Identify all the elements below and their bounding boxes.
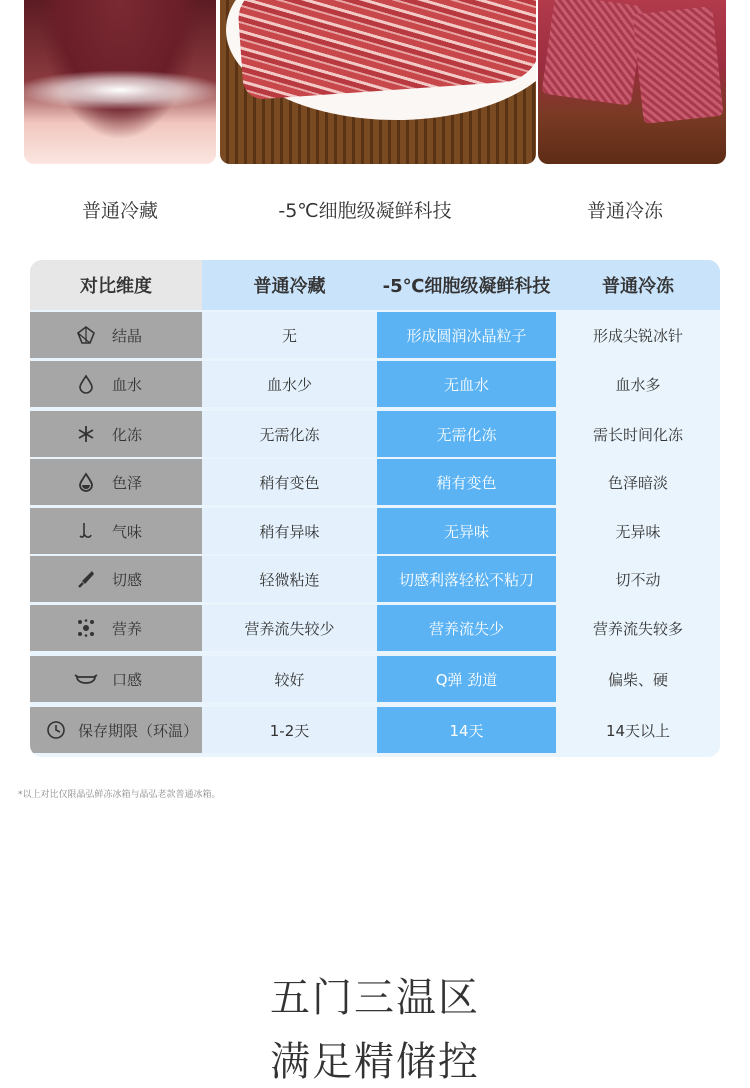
snowflake-icon — [74, 422, 98, 446]
photo-chilled-meat — [24, 0, 216, 164]
row-key — [30, 707, 202, 753]
cell-tech: 无血水 — [377, 361, 556, 407]
cell-frozen: 切不动 — [556, 556, 720, 602]
row-label: 切感 — [112, 570, 143, 589]
row-key — [30, 361, 202, 407]
mouth-icon — [74, 667, 98, 691]
knife-icon — [74, 567, 98, 591]
row-label: 营养 — [112, 619, 143, 638]
comparison-table — [30, 260, 720, 757]
cell-chilled: 较好 — [202, 656, 377, 702]
table-row — [30, 361, 720, 409]
cell-frozen: 形成尖锐冰针 — [556, 312, 720, 358]
row-label: 血水 — [112, 375, 143, 394]
nutrition-icon — [74, 616, 98, 640]
table-row — [30, 312, 720, 360]
nose-icon — [74, 519, 98, 543]
cell-tech: Q弹 劲道 — [377, 656, 556, 702]
row-label: 气味 — [112, 522, 143, 541]
cell-tech: 无需化冻 — [377, 411, 556, 457]
cell-tech: 稍有变色 — [377, 459, 556, 505]
row-key — [30, 656, 202, 702]
cell-chilled: 稍有异味 — [202, 508, 377, 554]
row-key — [30, 508, 202, 554]
header-chilled: 普通冷藏 — [202, 260, 377, 310]
clock-icon — [44, 718, 68, 742]
cell-frozen: 14天以上 — [556, 707, 720, 753]
row-key — [30, 605, 202, 651]
table-row — [30, 556, 720, 604]
header-dimension: 对比维度 — [30, 260, 202, 310]
cell-chilled: 无 — [202, 312, 377, 358]
cell-frozen: 需长时间化冻 — [556, 411, 720, 457]
cell-frozen: 偏柴、硬 — [556, 656, 720, 702]
cell-chilled: 1-2天 — [202, 707, 377, 753]
cell-chilled: 轻微粘连 — [202, 556, 377, 602]
header-tech: -5℃细胞级凝鲜科技 — [377, 260, 556, 310]
cell-frozen: 血水多 — [556, 361, 720, 407]
crystal-icon — [74, 323, 98, 347]
row-label: 保存期限（环温） — [78, 721, 199, 740]
table-row — [30, 605, 720, 653]
photo-fresh-meat — [220, 0, 536, 164]
header-frozen: 普通冷冻 — [556, 260, 720, 310]
cell-tech: 营养流失少 — [377, 605, 556, 651]
row-key — [30, 556, 202, 602]
table-row — [30, 656, 720, 704]
cell-chilled: 血水少 — [202, 361, 377, 407]
cell-chilled: 无需化冻 — [202, 411, 377, 457]
cell-tech: 无异味 — [377, 508, 556, 554]
caption-tech: -5℃细胞级凝鲜科技 — [278, 200, 452, 222]
title-line-1: 五门三温区 — [270, 975, 480, 1021]
row-label: 结晶 — [112, 326, 143, 345]
caption-chilled: 普通冷藏 — [81, 200, 158, 222]
photo-captions — [0, 196, 750, 228]
row-label: 化冻 — [112, 425, 143, 444]
table-row — [30, 707, 720, 755]
cell-tech: 14天 — [377, 707, 556, 753]
cell-frozen: 营养流失较多 — [556, 605, 720, 651]
cell-chilled: 稍有变色 — [202, 459, 377, 505]
cell-tech: 形成圆润冰晶粒子 — [377, 312, 556, 358]
cell-frozen: 无异味 — [556, 508, 720, 554]
cell-chilled: 营养流失较少 — [202, 605, 377, 651]
cell-frozen: 色泽暗淡 — [556, 459, 720, 505]
caption-frozen: 普通冷冻 — [586, 200, 663, 222]
row-label: 口感 — [112, 670, 143, 689]
row-key — [30, 312, 202, 358]
photo-strip — [0, 0, 750, 166]
footnote: *以上对比仅限晶弘鲜冻冰箱与晶弘老款普通冰箱。 — [18, 790, 221, 800]
row-key — [30, 411, 202, 457]
title-line-2: 满足精储控 — [270, 1039, 480, 1085]
color-drop-icon — [74, 470, 98, 494]
table-row — [30, 459, 720, 507]
drop-icon — [74, 372, 98, 396]
cell-tech: 切感利落轻松不粘刀 — [377, 556, 556, 602]
row-key — [30, 459, 202, 505]
photo-frozen-meat — [538, 0, 726, 164]
row-label: 色泽 — [112, 473, 143, 492]
table-row — [30, 411, 720, 459]
table-row — [30, 508, 720, 556]
